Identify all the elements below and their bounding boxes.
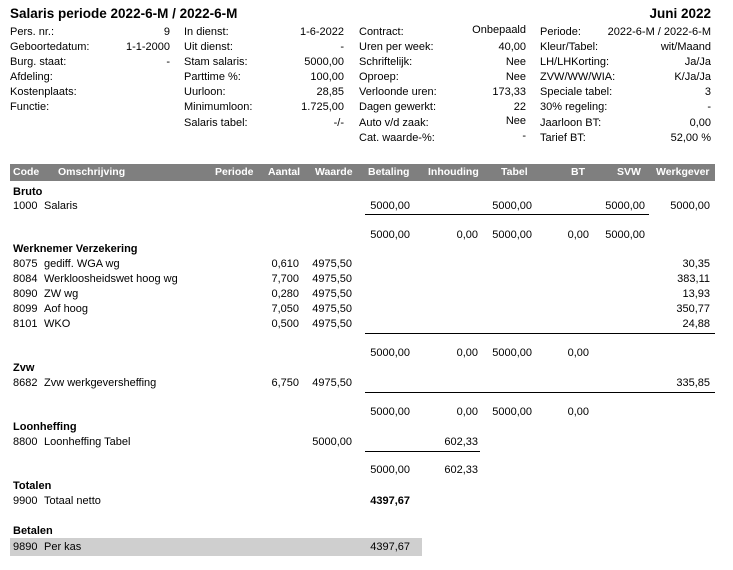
subtotal-betaling: 5000,00 <box>370 347 410 359</box>
row-waarde: 5000,00 <box>312 436 352 448</box>
row-waarde: 4975,50 <box>312 288 352 300</box>
row-code: 8099 <box>13 303 38 315</box>
value-periode: 2022-6-M / 2022-6-M <box>607 26 711 38</box>
value-stam-salaris: 5000,00 <box>304 56 344 68</box>
row-code: 8075 <box>13 258 38 270</box>
label-uren-per-week: Uren per week: <box>359 41 434 53</box>
row-aantal: 0,280 <box>271 288 299 300</box>
col-header-periode: Periode <box>215 166 254 178</box>
value-auto-vd-zaak: Nee <box>505 115 526 127</box>
value-parttime: 100,00 <box>310 71 344 83</box>
col-header-inhouding: Inhouding <box>428 166 479 178</box>
row-description: Zvw werkgeversheffing <box>44 377 157 389</box>
label-lh-lhkorting: LH/LHKorting: <box>540 56 610 68</box>
row-code: 1000 <box>13 200 38 212</box>
total-netto-value: 4397,67 <box>370 495 410 507</box>
col-header-aantal: Aantal <box>268 166 301 178</box>
row-description: Totaal netto <box>44 495 101 507</box>
row-description: WKO <box>44 318 71 330</box>
document-title: Salaris periode 2022-6-M / 2022-6-M <box>10 6 238 21</box>
subtotal-betaling: 5000,00 <box>370 406 410 418</box>
subtotal-inhouding: 0,00 <box>456 347 478 359</box>
row-description: Per kas <box>44 541 82 553</box>
row-betaling: 4397,67 <box>370 541 410 553</box>
value-dagen-gewerkt: 22 <box>513 101 526 113</box>
label-schriftelijk: Schriftelijk: <box>359 56 413 68</box>
row-aantal: 0,500 <box>271 318 299 330</box>
row-waarde: 4975,50 <box>312 273 352 285</box>
value-lh-lhkorting: Ja/Ja <box>684 56 711 68</box>
subtotal-bt: 0,00 <box>567 229 589 241</box>
table-header <box>10 164 715 181</box>
value-salaris-tabel: -/- <box>333 117 344 129</box>
row-code: 8101 <box>13 318 38 330</box>
row-code: 8084 <box>13 273 38 285</box>
subtotal-bt: 0,00 <box>567 406 589 418</box>
col-header-betaling: Betaling <box>368 166 410 178</box>
value-contract: Onbepaald <box>472 24 526 36</box>
row-description: gediff. WGA wg <box>44 258 120 270</box>
value-geboortedatum: 1-1-2000 <box>125 41 170 53</box>
label-cat-waarde: Cat. waarde-%: <box>359 132 435 144</box>
subtotal-tabel: 5000,00 <box>492 406 532 418</box>
col-header-code: Code <box>13 166 40 178</box>
subtotal-betaling: 5000,00 <box>370 229 410 241</box>
col-header-tabel: Tabel <box>501 166 528 178</box>
label-geboortedatum: Geboortedatum: <box>10 41 90 53</box>
subtotal-divider <box>365 214 649 215</box>
row-waarde: 4975,50 <box>312 303 352 315</box>
row-werkgever: 13,93 <box>682 288 710 300</box>
row-code: 8800 <box>13 436 38 448</box>
value-zvw-ww-wia: K/Ja/Ja <box>674 71 711 83</box>
row-code: 9900 <box>13 495 38 507</box>
label-30-regeling: 30% regeling: <box>540 101 608 113</box>
subtotal-inhouding: 0,00 <box>456 229 478 241</box>
value-verloonde-uren: 173,33 <box>492 86 526 98</box>
row-code: 9890 <box>13 541 38 553</box>
row-betaling: 5000,00 <box>370 200 410 212</box>
row-werkgever: 24,88 <box>682 318 710 330</box>
label-jaarloon-bt: Jaarloon BT: <box>540 117 602 129</box>
label-kostenplaats: Kostenplaats: <box>10 86 77 98</box>
label-verloonde-uren: Verloonde uren: <box>359 86 437 98</box>
row-description: Salaris <box>44 200 78 212</box>
value-30-regeling: - <box>707 101 711 113</box>
row-description: Loonheffing Tabel <box>44 436 131 448</box>
label-oproep: Oproep: <box>359 71 399 83</box>
subtotal-inhouding: 0,00 <box>456 406 478 418</box>
row-code: 8682 <box>13 377 38 389</box>
value-speciale-tabel: 3 <box>704 86 711 98</box>
section-title: Totalen <box>13 480 52 492</box>
label-burg-staat: Burg. staat: <box>10 56 67 68</box>
value-uurloon: 28,85 <box>316 86 344 98</box>
row-aantal: 7,700 <box>271 273 299 285</box>
subtotal-divider <box>365 451 480 452</box>
row-waarde: 4975,50 <box>312 318 352 330</box>
label-uurloon: Uurloon: <box>184 86 226 98</box>
value-schriftelijk: Nee <box>505 56 526 68</box>
row-svw: 5000,00 <box>605 200 645 212</box>
row-aantal: 0,610 <box>271 258 299 270</box>
value-oproep: Nee <box>505 71 526 83</box>
value-uren-per-week: 40,00 <box>498 41 526 53</box>
section-title: Werknemer Verzekering <box>13 243 138 255</box>
row-code: 8090 <box>13 288 38 300</box>
subtotal-tabel: 5000,00 <box>492 229 532 241</box>
label-speciale-tabel: Speciale tabel: <box>540 86 613 98</box>
value-in-dienst: 1-6-2022 <box>299 26 344 38</box>
subtotal-svw: 5000,00 <box>605 229 645 241</box>
row-description: ZW wg <box>44 288 79 300</box>
label-in-dienst: In dienst: <box>184 26 229 38</box>
label-auto-vd-zaak: Auto v/d zaak: <box>359 117 429 129</box>
label-periode: Periode: <box>540 26 581 38</box>
row-tabel: 5000,00 <box>492 200 532 212</box>
row-werkgever: 30,35 <box>682 258 710 270</box>
col-header-waarde: Waarde <box>315 166 353 178</box>
subtotal-divider <box>365 392 715 393</box>
row-aantal: 6,750 <box>271 377 299 389</box>
row-description: Aof hoog <box>44 303 89 315</box>
label-tarief-bt: Tarief BT: <box>540 132 586 144</box>
row-werkgever: 350,77 <box>676 303 710 315</box>
label-salaris-tabel: Salaris tabel: <box>184 117 248 129</box>
col-header-bt: BT <box>571 166 585 178</box>
label-pers-nr: Pers. nr.: <box>10 26 55 38</box>
col-header-omschrijving: Omschrijving <box>58 166 126 178</box>
row-waarde: 4975,50 <box>312 377 352 389</box>
col-header-svw: SVW <box>617 166 641 178</box>
row-inhouding: 602,33 <box>444 436 478 448</box>
value-uit-dienst: - <box>340 41 344 53</box>
label-kleur-tabel: Kleur/Tabel: <box>540 41 599 53</box>
label-afdeling: Afdeling: <box>10 71 53 83</box>
subtotal-betaling: 5000,00 <box>370 464 410 476</box>
value-burg-staat: - <box>166 56 170 68</box>
label-dagen-gewerkt: Dagen gewerkt: <box>359 101 437 113</box>
value-jaarloon-bt: 0,00 <box>689 117 711 129</box>
row-werkgever: 383,11 <box>677 273 710 285</box>
value-pers-nr: 9 <box>163 26 170 38</box>
label-uit-dienst: Uit dienst: <box>184 41 233 53</box>
subtotal-tabel: 5000,00 <box>492 347 532 359</box>
label-functie: Functie: <box>10 101 50 113</box>
label-stam-salaris: Stam salaris: <box>184 56 248 68</box>
value-minimumloon: 1.725,00 <box>301 101 344 113</box>
period-month: Juni 2022 <box>649 6 711 21</box>
subtotal-divider <box>365 333 715 334</box>
section-title: Loonheffing <box>13 421 77 433</box>
value-cat-waarde: - <box>522 130 526 142</box>
value-kleur-tabel: wit/Maand <box>660 41 711 53</box>
section-title: Bruto <box>13 186 43 198</box>
value-tarief-bt: 52,00 % <box>670 132 711 144</box>
row-description: Werkloosheidswet hoog wg <box>44 273 178 285</box>
row-aantal: 7,050 <box>271 303 299 315</box>
row-werkgever: 5000,00 <box>670 200 710 212</box>
row-waarde: 4975,50 <box>312 258 352 270</box>
subtotal-inhouding: 602,33 <box>444 464 478 476</box>
label-parttime: Parttime %: <box>184 71 241 83</box>
label-zvw-ww-wia: ZVW/WW/WIA: <box>540 71 616 83</box>
subtotal-bt: 0,00 <box>567 347 589 359</box>
section-title: Zvw <box>13 362 35 374</box>
label-contract: Contract: <box>359 26 404 38</box>
section-title: Betalen <box>13 525 53 537</box>
col-header-werkgever: Werkgever <box>656 166 710 178</box>
row-werkgever: 335,85 <box>676 377 710 389</box>
label-minimumloon: Minimumloon: <box>184 101 253 113</box>
